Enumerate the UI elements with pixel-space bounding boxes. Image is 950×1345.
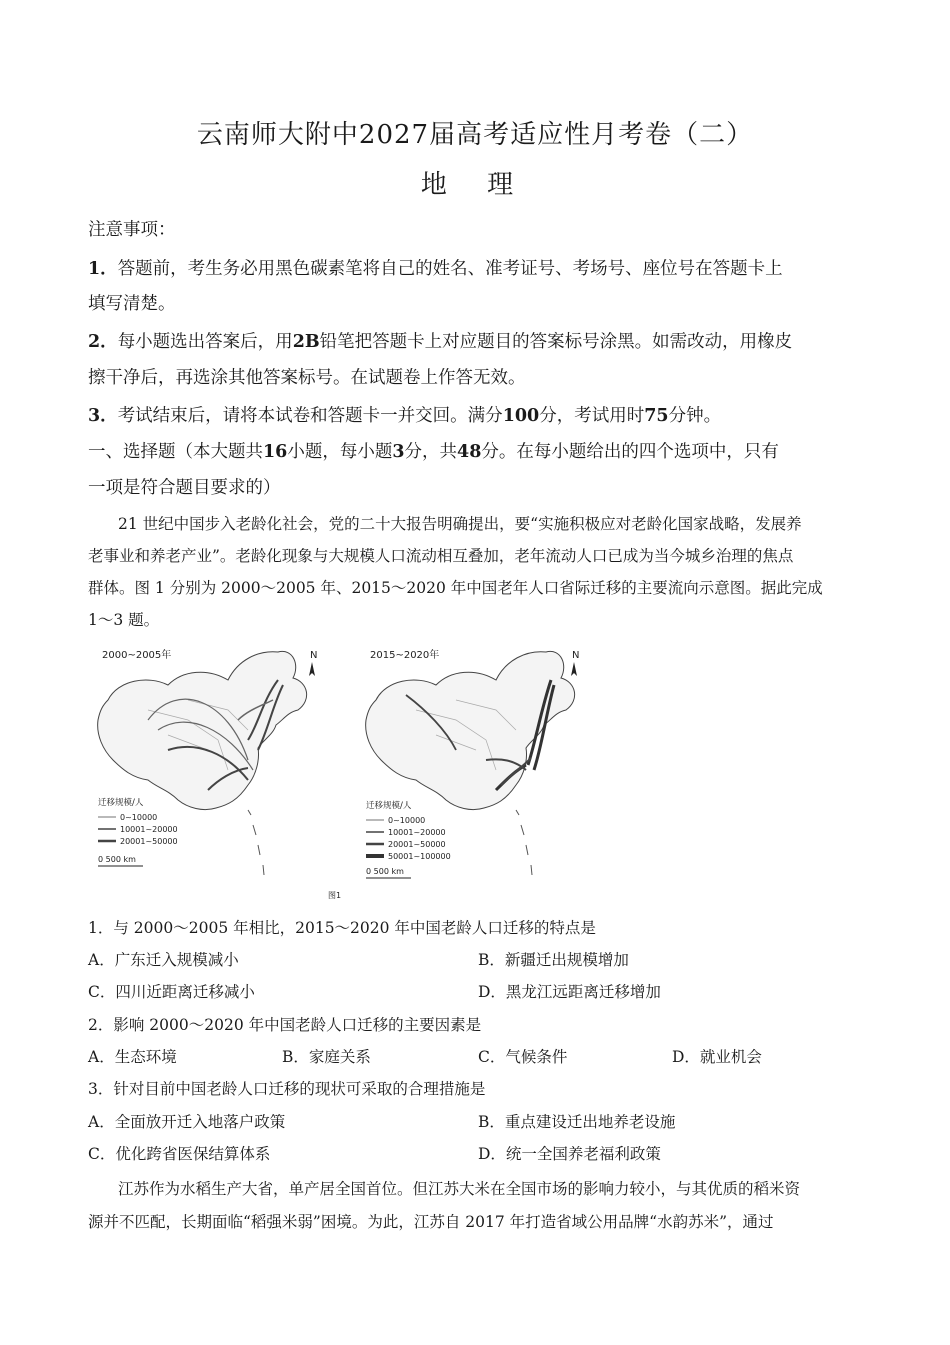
notice-item-2	[88, 328, 868, 353]
map-left-period: 2000~2005年	[102, 650, 172, 661]
passage-line: 源并不匹配，长期面临“稻强米弱”困境。为此，江苏自 2017 年打造省域公用品牌“水韵苏米”，通过	[88, 1213, 774, 1231]
question-option[interactable]: B．家庭关系	[282, 1048, 371, 1066]
question-option[interactable]: B．重点建设迁出地养老设施	[478, 1113, 676, 1131]
map-right-period: 2015~2020年	[370, 650, 440, 661]
north-label: N	[310, 650, 318, 661]
legend-item: 10001~20000	[120, 825, 178, 834]
notice-item-3	[88, 402, 868, 427]
section-heading	[88, 438, 868, 463]
question-option[interactable]: C．气候条件	[478, 1048, 568, 1066]
question-option[interactable]: A．广东迁入规模减小	[88, 951, 239, 969]
scale-label: 0 500 km	[366, 867, 404, 876]
section-heading-cont: 一项是符合题目要求的）	[88, 478, 281, 498]
passage-line: 老事业和养老产业”。老龄化现象与大规模人口流动相互叠加，老年流动人口已成为当今城乡治理的焦点	[88, 547, 794, 565]
notice-item-text: 每小题选出答案后，用	[117, 332, 293, 352]
notice-item-bold: 2B	[292, 332, 320, 352]
legend-title: 迁移规模/人	[366, 801, 412, 811]
notice-item-1-cont: 填写清楚。	[88, 294, 176, 314]
legend-item: 50001~100000	[388, 852, 451, 861]
migration-maps-image	[88, 640, 600, 902]
legend-item: 0~10000	[388, 816, 426, 825]
passage-line: 群体。图 1 分别为 2000～2005 年、2015～2020 年中国老年人口省际迁移的主要流向示意图。据此完成	[88, 579, 823, 597]
notice-heading: 注意事项：	[88, 220, 176, 240]
notice-item-2-cont: 擦干净后，再选涂其他答案标号。在试题卷上作答无效。	[88, 368, 526, 388]
question-option[interactable]: D．统一全国养老福利政策	[478, 1145, 661, 1163]
question-option[interactable]: A．全面放开迁入地落户政策	[88, 1113, 286, 1131]
page-title: 云南师大附中2027届高考适应性月考卷（二）	[196, 120, 754, 150]
question-option[interactable]: C．优化跨省医保结算体系	[88, 1145, 271, 1163]
notice-item-text: 铅笔把答题卡上对应题目的答案标号涂黑。如需改动，用橡皮	[319, 332, 793, 352]
subject-title: 地 理	[420, 170, 530, 200]
section-bold: 3	[392, 442, 405, 462]
question-stem: 3．针对目前中国老龄人口迁移的现状可采取的合理措施是	[88, 1080, 486, 1098]
north-arrow-icon	[571, 662, 577, 676]
scale-label: 0 500 km	[98, 855, 136, 864]
passage-line: 江苏作为水稻生产大省，单产居全国首位。但江苏大米在全国市场的影响力较小，与其优质的稻米资	[118, 1180, 801, 1198]
notice-item-number: 1．	[88, 259, 118, 279]
section-text: 分，共	[404, 442, 458, 462]
notice-item-1	[88, 255, 868, 280]
question-option[interactable]: C．四川近距离迁移减小	[88, 983, 255, 1001]
legend-item: 20001~50000	[388, 840, 446, 849]
question-option[interactable]: D．黑龙江远距离迁移增加	[478, 983, 661, 1001]
notice-item-number: 3．	[88, 406, 118, 426]
section-bold: 48	[457, 442, 482, 462]
section-bold: 16	[263, 442, 288, 462]
notice-item-text: 答题前，考生务必用黑色碳素笔将自己的姓名、准考证号、考场号、座位号在答题卡上	[117, 259, 783, 279]
question-option[interactable]: A．生态环境	[88, 1048, 177, 1066]
section-text: 一、选择题（本大题共	[88, 442, 263, 462]
notice-item-text: 分，考试用时	[539, 406, 645, 426]
legend-item: 20001~50000	[120, 837, 178, 846]
section-text: 小题，每小题	[287, 442, 393, 462]
passage-line: 21 世纪中国步入老龄化社会，党的二十大报告明确提出，要“实施积极应对老龄化国家战略，发展养	[118, 515, 802, 533]
notice-item-text: 考试结束后，请将本试卷和答题卡一并交回。满分	[117, 406, 503, 426]
figure-caption: 图1	[328, 891, 342, 900]
legend-item: 0~10000	[120, 813, 158, 822]
question-stem: 2．影响 2000～2020 年中国老龄人口迁移的主要因素是	[88, 1016, 482, 1034]
passage-line: 1～3 题。	[88, 611, 160, 629]
legend-item: 10001~20000	[388, 828, 446, 837]
question-stem: 1．与 2000～2005 年相比，2015～2020 年中国老龄人口迁移的特点是	[88, 919, 596, 937]
notice-item-bold: 75	[644, 406, 669, 426]
legend-title: 迁移规模/人	[98, 798, 144, 808]
question-option[interactable]: B．新疆迁出规模增加	[478, 951, 629, 969]
notice-item-text: 分钟。	[668, 406, 722, 426]
notice-item-number: 2．	[88, 332, 118, 352]
section-text: 分。在每小题给出的四个选项中，只有	[481, 442, 779, 462]
north-arrow-icon	[309, 662, 315, 676]
question-option[interactable]: D．就业机会	[672, 1048, 762, 1066]
migration-figure	[88, 640, 600, 902]
north-label: N	[572, 650, 580, 661]
notice-item-bold: 100	[502, 406, 540, 426]
